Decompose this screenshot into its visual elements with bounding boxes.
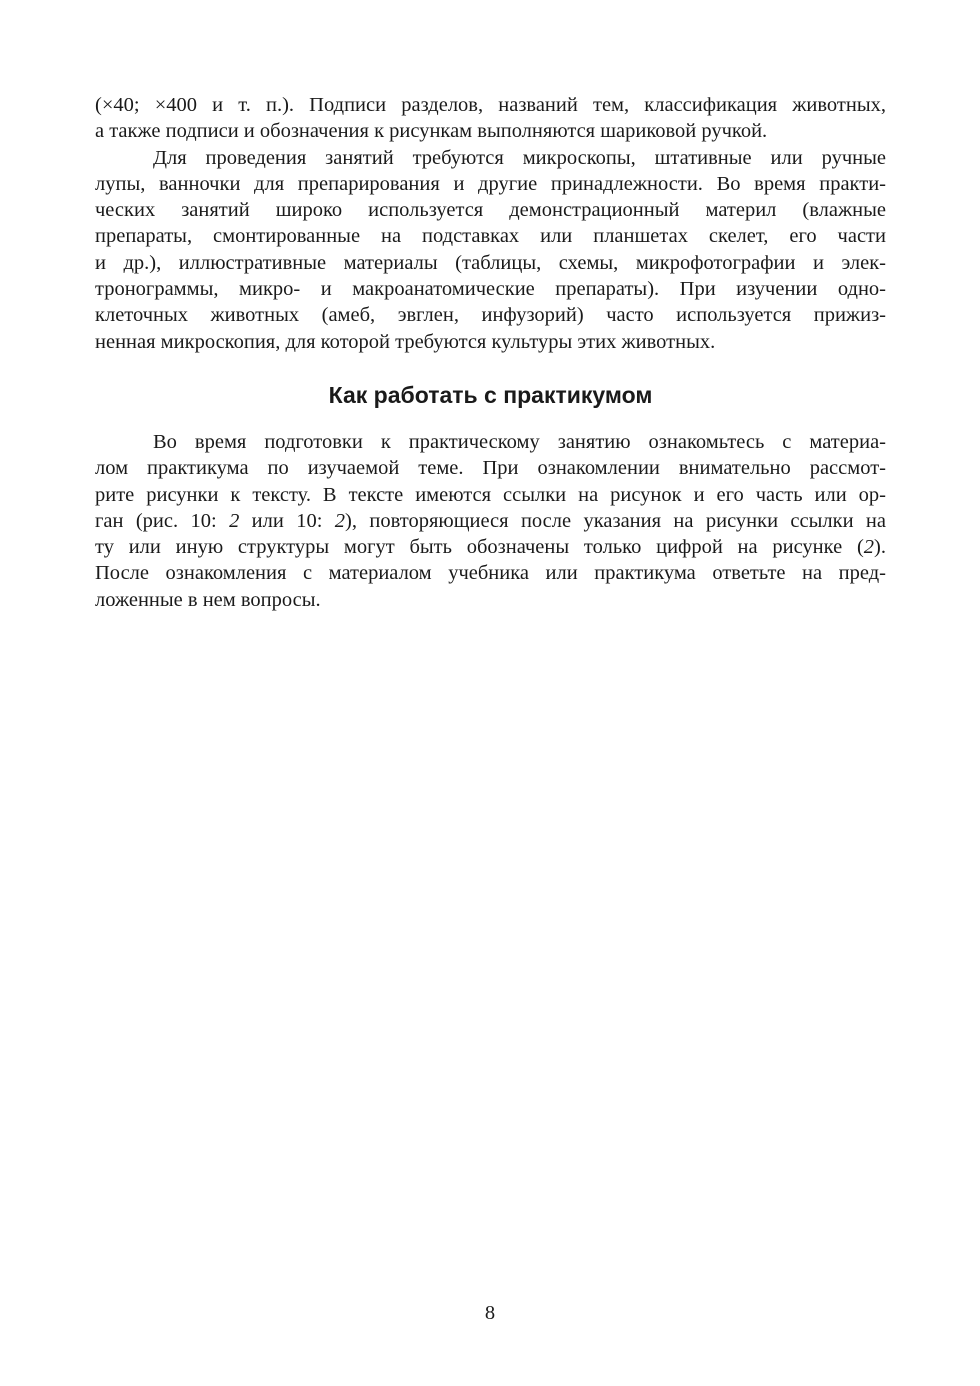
section-heading: Как работать с практикумом: [328, 381, 653, 408]
paragraph-1: [95, 92, 886, 145]
paragraph-2-line: Для проведения занятий требуются микроскопы, штативные или ручные: [153, 146, 886, 169]
paragraph-3-line: рите рисунки к тексту. В тексте имеются ссылки на рисунок и его часть или ор-: [95, 483, 886, 506]
page-number: 8: [484, 1302, 496, 1324]
paragraph-3: [95, 429, 886, 613]
figure-ref-italic: 2: [863, 536, 875, 559]
paragraph-2-line: клеточных животных (амеб, эвглен, инфузорий) часто используется прижиз-: [95, 304, 886, 327]
paragraph-2: [95, 145, 886, 355]
paragraph-3-line: ложенные в нем вопросы.: [95, 588, 321, 611]
paragraph-2-line: ненная микроскопия, для которой требуются культуры этих животных.: [95, 330, 716, 353]
paragraph-2-line: ческих занятий широко используется демонстрационный материл (влажные: [95, 199, 886, 222]
paragraph-2-line: и др.), иллюстративные материалы (таблицы, схемы, микрофотографии и элек-: [95, 251, 886, 274]
figure-ref-italic: 2: [334, 509, 346, 532]
paragraph-1-line: (×40; ×400 и т. п.). Подписи разделов, названий тем, классификация животных,: [95, 94, 886, 116]
text-fragment: или 10:: [239, 509, 335, 532]
text-fragment: ), повторяющиеся после указания на рисунки ссылки на: [345, 509, 886, 532]
figure-ref-italic: 2: [229, 509, 240, 532]
text-fragment: ту или иную структуры могут быть обозначены только цифрой на рисунке (: [95, 536, 864, 559]
text-fragment: ).: [874, 536, 886, 559]
text-fragment: ган (рис. 10:: [95, 509, 230, 532]
paragraph-3-line: Во время подготовки к практическому занятию ознакомьтесь с материа-: [153, 430, 886, 453]
paragraph-3-line: [95, 508, 886, 534]
paragraph-1-line: а также подписи и обозначения к рисункам выполняются шариковой ручкой.: [95, 120, 768, 143]
paragraph-2-line: лупы, ванночки для препарирования и другие принадлежности. Во время практи-: [95, 172, 886, 195]
paragraph-3-line: лом практикума по изучаемой теме. При ознакомлении внимательно рассмот-: [95, 457, 886, 480]
paragraph-3-line: После ознакомления с материалом учебника или практикума ответьте на пред-: [95, 562, 886, 585]
paragraph-2-line: тронограммы, микро- и макроанатомические препараты). При изучении одно-: [95, 278, 886, 301]
page-content: [95, 92, 886, 613]
paragraph-3-line: [95, 534, 886, 560]
paragraph-2-line: препараты, смонтированные на подставках или планшетах скелет, его части: [95, 225, 886, 248]
